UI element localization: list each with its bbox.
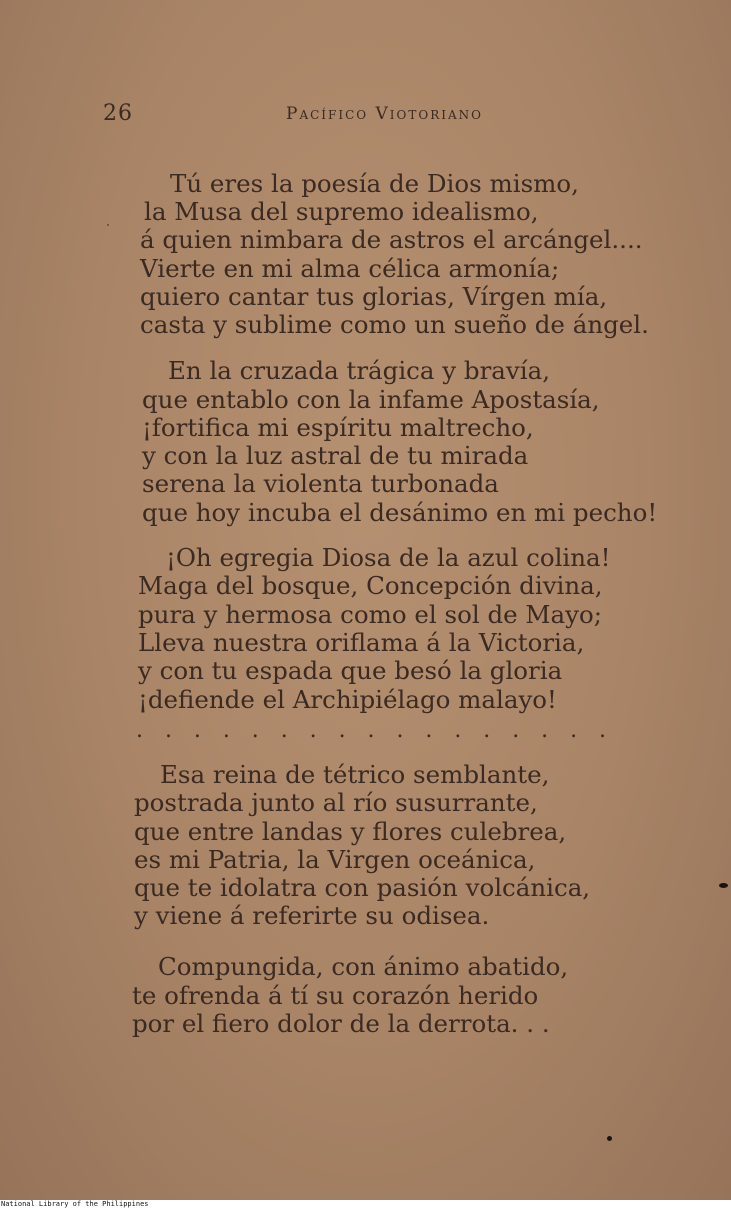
separator-dot: .	[454, 718, 462, 743]
separator-dot: .	[396, 718, 404, 743]
separator-dot: .	[136, 718, 143, 743]
verse-line: pura y hermosa como el sol de Mayo;	[138, 600, 602, 629]
verse-line: por el fiero dolor de la derrota. . .	[132, 1009, 550, 1038]
verse-line: y con tu espada que besó la gloria	[138, 656, 563, 685]
verse-line: te ofrenda á tí su corazón herido	[132, 981, 539, 1010]
verse-line: que te idolatra con pasión volcánica,	[134, 873, 591, 902]
separator-dot: .	[251, 718, 259, 743]
separator-dot: .	[425, 718, 433, 743]
verse-line: y con la luz astral de tu mirada	[142, 441, 529, 470]
scan-credit: National Library of the Philippines	[1, 1200, 149, 1208]
separator-dot: .	[338, 718, 346, 743]
running-head: Pacífico Viotoriano	[286, 104, 483, 124]
verse-line: casta y sublime como un sueño de ángel.	[140, 310, 649, 339]
separator-dot: .	[599, 718, 606, 743]
verse-line: Compungida, con ánimo abatido,	[158, 952, 569, 981]
verse-line: Maga del bosque, Concepción divina,	[138, 571, 603, 600]
separator-dot: .	[193, 718, 201, 743]
separator-dot: .	[512, 718, 520, 743]
verse-line: Tú eres la poesía de Dios mismo,	[170, 169, 579, 198]
verse-line: es mi Patria, la Virgen oceánica,	[134, 845, 536, 874]
page-number: 26	[103, 101, 133, 126]
verse-line: la Musa del supremo idealismo,	[144, 197, 539, 226]
ink-speck	[107, 224, 109, 226]
separator-dot: .	[570, 718, 578, 743]
verse-line: que entablo con la infame Apostasía,	[142, 385, 600, 414]
ink-speck	[719, 883, 728, 888]
verse-line: y viene á referirte su odisea.	[134, 901, 490, 930]
separator-dot: .	[222, 718, 230, 743]
verse-line: á quien nimbara de astros el arcángel....	[140, 225, 643, 254]
verse-line: ¡fortifica mi espíritu maltrecho,	[142, 413, 534, 442]
verse-line: que hoy incuba el desánimo en mi pecho!	[142, 498, 658, 527]
verse-line: ¡defiende el Archipiélago malayo!	[138, 685, 557, 714]
ink-speck	[607, 1136, 612, 1141]
separator-dot: .	[367, 718, 375, 743]
verse-line: Lleva nuestra oriflama á la Victoria,	[138, 628, 585, 657]
separator-dot: .	[483, 718, 491, 743]
separator-dot: .	[280, 718, 288, 743]
verse-line: quiero cantar tus glorias, Vírgen mía,	[140, 282, 608, 311]
verse-line: Vierte en mi alma célica armonía;	[140, 254, 560, 283]
separator-dot: .	[309, 718, 317, 743]
verse-line: serena la violenta turbonada	[142, 469, 499, 498]
verse-line: Esa reina de tétrico semblante,	[160, 760, 550, 789]
scan-credit-bar	[0, 1200, 731, 1208]
ellipsis-separator	[136, 720, 606, 742]
verse-line: postrada junto al río susurrante,	[134, 788, 538, 817]
separator-dot: .	[164, 718, 172, 743]
verse-line: ¡Oh egregia Diosa de la azul colina!	[166, 543, 611, 572]
verse-line: En la cruzada trágica y bravía,	[168, 356, 550, 385]
separator-dot: .	[541, 718, 549, 743]
verse-line: que entre landas y flores culebrea,	[134, 817, 567, 846]
